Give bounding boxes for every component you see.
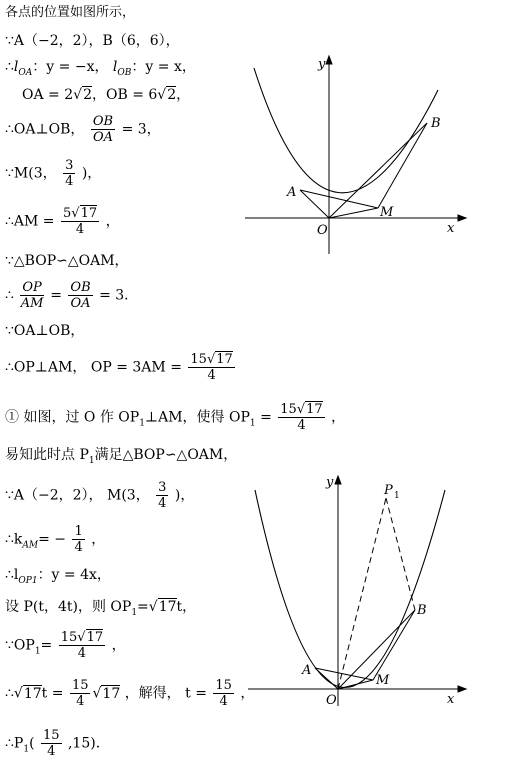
fraction: $\frac{15√17}{4}$ bbox=[280, 402, 323, 433]
label-m: M bbox=[380, 205, 394, 220]
x-axis-arrow bbox=[458, 686, 466, 692]
line-perp-ratio: ∴OA⊥OB， $\frac{OB}{OA}$ = 3， bbox=[5, 114, 161, 145]
fraction: $\frac{15√17}{4}$ bbox=[190, 352, 233, 383]
label-y: y bbox=[326, 475, 334, 490]
label-p1-sub: 1 bbox=[394, 491, 400, 501]
line-slope-am: $\therefore k_{AM}=$ − $\frac{1}{4}$ ， bbox=[5, 524, 106, 555]
line-set-p: 设 P(t，4t)，则 $OP_1=√17t$， bbox=[5, 599, 197, 618]
line-similar: ∵△BOP∽△OAM， bbox=[5, 253, 129, 269]
line-op1-value: $\because OP_1=$ $\frac{15√17}{4}$ ， bbox=[5, 630, 126, 661]
fraction: $\frac{15}{4}$ bbox=[42, 728, 60, 759]
segment-oa bbox=[300, 190, 329, 218]
fraction: $\frac{15}{4}$ bbox=[71, 678, 89, 709]
segment-am bbox=[315, 668, 373, 680]
fraction: $\frac{OB}{OA}$ bbox=[70, 280, 91, 311]
line-lengths: OA = 2√2，OB = 6√2， bbox=[22, 87, 191, 103]
label-x: x bbox=[447, 221, 455, 236]
fraction: $\frac{15}{4}$ bbox=[215, 678, 232, 709]
fraction: $\frac{OP}{AM}$ bbox=[20, 280, 44, 311]
fraction: $\frac{OB}{OA}$ bbox=[92, 114, 114, 145]
label-o: O bbox=[317, 223, 328, 238]
segment-op1-dashed bbox=[338, 498, 386, 689]
x-axis-arrow bbox=[458, 215, 466, 221]
line-m-point: ∵M(3， $\frac{3}{4}$ )， bbox=[5, 158, 102, 189]
segment-om bbox=[338, 680, 373, 689]
fraction: $\frac{5√17}{4}$ bbox=[63, 206, 98, 237]
segment-mb bbox=[378, 123, 427, 208]
parabola-curve bbox=[255, 490, 445, 688]
line-coords-am: ∵A（−2，2）， M(3， $\frac{3}{4}$ )， bbox=[5, 480, 195, 511]
segment-om bbox=[329, 208, 378, 218]
y-axis-arrow bbox=[326, 56, 332, 64]
figure-parabola-2 bbox=[240, 470, 470, 710]
segment-p1b-dashed bbox=[386, 498, 415, 610]
line-op1-equation: $\therefore l_{OP1}$：y = 4x， bbox=[5, 567, 111, 586]
label-a: A bbox=[302, 663, 312, 678]
line-line-equations: $\therefore l_{OA}$：y = −x， $l_{OB}$：y = x， bbox=[5, 59, 196, 78]
figure-parabola-1 bbox=[240, 50, 470, 260]
line-p1-result: $\therefore P_1$( $\frac{15}{4}$ ,15)． bbox=[5, 728, 110, 759]
segment-oa bbox=[315, 668, 338, 689]
line-case-one: ① 如图，过 O 作 $OP_1\perp AM$，使得 $OP_1$ = $\frac{15√17}{4}$ ， bbox=[5, 402, 346, 433]
label-x: x bbox=[447, 692, 455, 707]
fraction: $\frac{15√17}{4}$ bbox=[60, 630, 104, 661]
segment-ob bbox=[329, 123, 427, 218]
label-m: M bbox=[376, 673, 390, 688]
fraction: $\frac{1}{4}$ bbox=[74, 524, 83, 555]
parabola-curve bbox=[254, 68, 438, 193]
line-am-length: ∴AM = $\frac{5√17}{4}$ ， bbox=[5, 206, 120, 237]
y-axis-arrow bbox=[335, 476, 341, 484]
label-b: B bbox=[417, 603, 427, 618]
label-y: y bbox=[318, 57, 326, 72]
label-b: B bbox=[431, 116, 441, 131]
line-op-length: ∴OP⊥AM， OP = 3AM = $\frac{15√17}{4}$ bbox=[5, 352, 233, 383]
line-intro: 各点的位置如图所示， bbox=[5, 5, 136, 20]
line-coords-ab: ∵A（−2，2），B（6，6）， bbox=[5, 33, 180, 49]
line-ratio-eq: ∴ $\frac{OP}{AM}$ = $\frac{OB}{OA}$ = 3． bbox=[5, 280, 139, 311]
fraction: $\frac{3}{4}$ bbox=[65, 158, 74, 189]
segment-mb bbox=[373, 610, 415, 680]
label-o: O bbox=[326, 693, 337, 708]
line-p1-similar: 易知此时点 $P_1$满足△BOP∽△OAM， bbox=[5, 447, 238, 466]
line-solve-t: ∴√17t = $\frac{15}{4}$ √17 ，解得， t = $\frac{15}{4}$ ， bbox=[5, 678, 255, 709]
label-p1: P bbox=[384, 483, 393, 498]
fraction: $\frac{3}{4}$ bbox=[158, 480, 167, 511]
label-a: A bbox=[287, 185, 297, 200]
line-perp-again: ∵OA⊥OB， bbox=[5, 323, 85, 339]
